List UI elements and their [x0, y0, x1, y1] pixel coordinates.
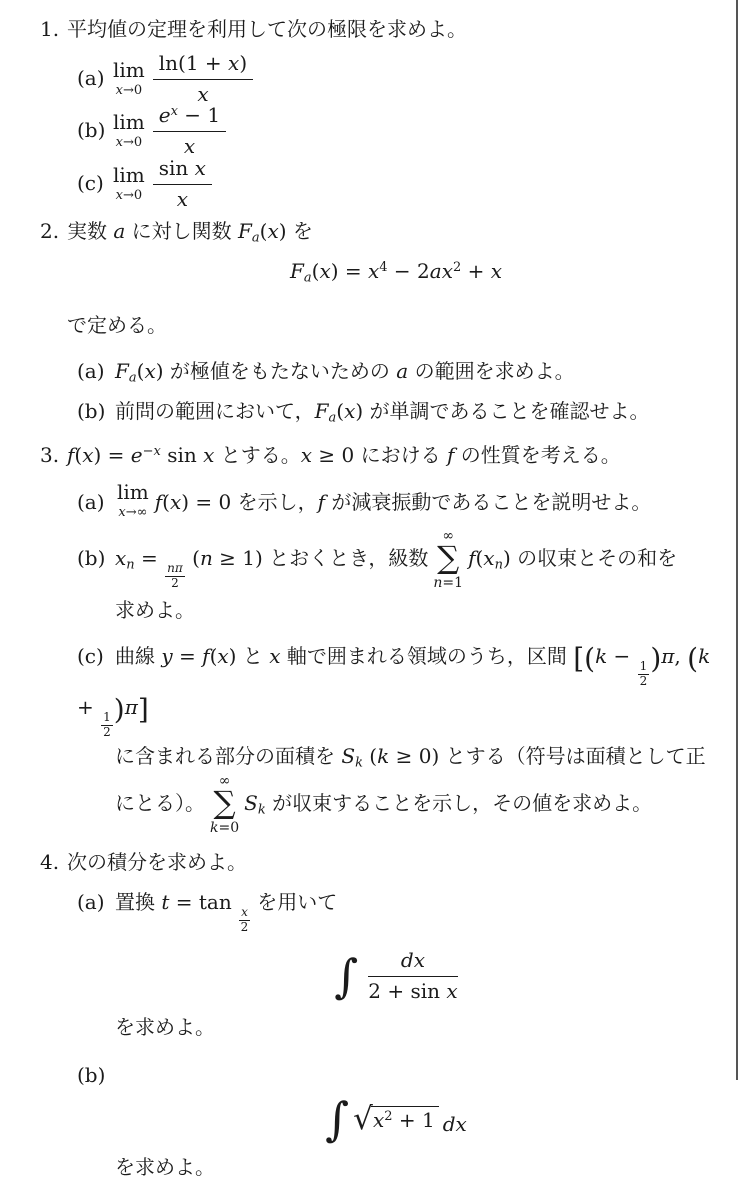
problem-1b — [77, 104, 725, 156]
problem-3c-line2: に含まれる部分の面積を Sk (k ≥ 0) とする（符号は面積として正 — [115, 744, 706, 771]
fraction-numerator: $e^x - 1$ — [153, 102, 226, 132]
page-right-border — [736, 0, 738, 1080]
fraction-denominator: 2 + sin x — [368, 979, 458, 1004]
lim-word: lim — [113, 162, 145, 187]
problem-2b — [77, 396, 725, 426]
fraction — [368, 947, 457, 1004]
square-root — [353, 1100, 439, 1137]
problem-2 — [40, 216, 725, 426]
problem-3a-text: f(x) = 0 を示し，f が減衰振動であることを説明せよ。 — [154, 490, 652, 514]
problem-3b — [77, 529, 725, 625]
sum-lower-limit: n=1 — [433, 575, 464, 592]
sum-lower-limit: k=0 — [210, 820, 240, 837]
integral-icon: ∫ — [334, 948, 359, 1003]
problem-1-body — [67, 14, 725, 211]
problem-3b-label: (b) — [77, 546, 106, 571]
problem-2a-text: Fa(x) が極値をもたないための a の範囲を求めよ。 — [115, 359, 575, 386]
problem-2a — [77, 356, 725, 386]
lim-word: lim — [113, 109, 145, 134]
integral-icon: ∫ — [325, 1092, 350, 1147]
problem-3c-label: (c) — [77, 643, 104, 668]
problem-2b-label: (b) — [77, 399, 106, 423]
lim-word: lim — [113, 57, 145, 82]
problem-3b-pre: xn = $\frac{n\pi}{2}$ (n ≥ 1) とおくとき，級数 — [115, 546, 429, 591]
summation-operator — [210, 774, 239, 835]
fraction-numerator: sin x — [153, 155, 212, 185]
problem-1c — [77, 155, 725, 211]
limit-operator — [117, 482, 149, 519]
lim-subscript: x→∞ — [118, 505, 148, 520]
radicand: $x^2 + 1$ — [371, 1106, 439, 1132]
problem-4 — [40, 847, 725, 1182]
problem-4a-text: 置換 t = tan $\frac{x}{2}$ を用いて — [115, 890, 338, 935]
problem-2-number: 2. — [40, 219, 60, 243]
problem-2b-text: 前問の範囲において，Fa(x) が単調であることを確認せよ。 — [115, 399, 650, 426]
fraction — [153, 102, 226, 159]
problem-3c — [77, 637, 725, 836]
fraction-denominator: x — [183, 133, 196, 158]
problem-2-statement: 実数 a に対し関数 Fa(x) を — [67, 219, 313, 246]
problem-1b-label: (b) — [77, 118, 106, 142]
problem-3c-line3-pre: にとる）。 — [115, 791, 205, 816]
limit-operator — [113, 162, 145, 203]
problem-4a-closing: を求めよ。 — [115, 1015, 215, 1040]
lim-subscript: x→0 — [115, 82, 143, 98]
problem-4-number: 4. — [40, 850, 60, 875]
problem-2-closing: で定める。 — [67, 313, 167, 337]
limit-operator — [113, 57, 145, 98]
lim-subscript: x→0 — [115, 134, 143, 150]
problem-4b-display-integral — [67, 1092, 725, 1147]
problem-3c-line1-text: 曲線 y = f(x) と x 軸で囲まれる領域のうち，区間 [(k − $\frac{1}{2}$ )π, (k + $\frac{1}{2}$ )π] — [77, 641, 711, 740]
sum-upper-limit: ∞ — [442, 528, 455, 544]
problem-3-number: 3. — [40, 443, 60, 467]
problem-3c-line1 — [77, 637, 725, 740]
fraction — [153, 155, 212, 212]
problem-1-number: 1. — [40, 17, 60, 41]
summation-operator — [433, 529, 463, 590]
sigma-icon: ∑ — [437, 540, 460, 576]
problem-2-body — [67, 216, 725, 426]
problem-2a-label: (a) — [77, 359, 105, 383]
problem-1a — [77, 52, 725, 104]
problem-3a-label: (a) — [77, 490, 105, 514]
problem-1c-label: (c) — [77, 171, 104, 195]
problem-3c-line3 — [77, 774, 725, 835]
problem-4b-label: (b) — [77, 1063, 106, 1088]
problem-3c-line3-post: Sk が収束することを示し，その値を求めよ。 — [244, 791, 653, 818]
problem-4a-label: (a) — [77, 890, 105, 915]
problem-3a — [77, 480, 725, 525]
problem-3b-line1 — [77, 529, 725, 591]
problem-4b-closing: を求めよ。 — [115, 1155, 215, 1180]
problem-3-statement: $f(x) = e^{-x}$ sin x とする。x ≥ 0 における f の性質を考える。 — [67, 443, 621, 467]
problem-3-body — [67, 440, 725, 835]
fraction — [153, 50, 253, 107]
problem-4-body — [67, 847, 725, 1182]
problem-2-display-equation: $Fa(x) = x^4 - 2ax^2 + x$ — [289, 259, 503, 286]
problem-4a — [77, 887, 725, 935]
sum-upper-limit: ∞ — [218, 773, 231, 789]
problem-1a-label: (a) — [77, 66, 105, 90]
problem-4-statement: 次の積分を求めよ。 — [67, 850, 247, 875]
problem-3 — [40, 440, 725, 835]
lim-subscript: x→0 — [115, 187, 143, 203]
radical-icon: √ — [353, 1100, 373, 1137]
problem-4a-display-integral — [67, 947, 725, 1004]
lim-word: lim — [117, 480, 149, 504]
problem-1-statement: 平均値の定理を利用して次の極限を求めよ。 — [67, 17, 467, 41]
problem-1 — [40, 14, 725, 211]
integral-differential: dx — [442, 1111, 467, 1136]
problem-4b — [77, 1060, 725, 1090]
limit-operator — [113, 109, 145, 150]
sigma-icon: ∑ — [213, 785, 236, 821]
problem-3b-line2: 求めよ。 — [115, 597, 195, 622]
fraction-numerator: dx — [368, 947, 457, 977]
fraction-denominator: x — [176, 186, 188, 211]
problem-3b-post: f(xn) の収束とその和を — [468, 546, 678, 573]
fraction-numerator: ln(1 + x) — [153, 50, 253, 80]
fraction-denominator: x — [197, 81, 209, 106]
